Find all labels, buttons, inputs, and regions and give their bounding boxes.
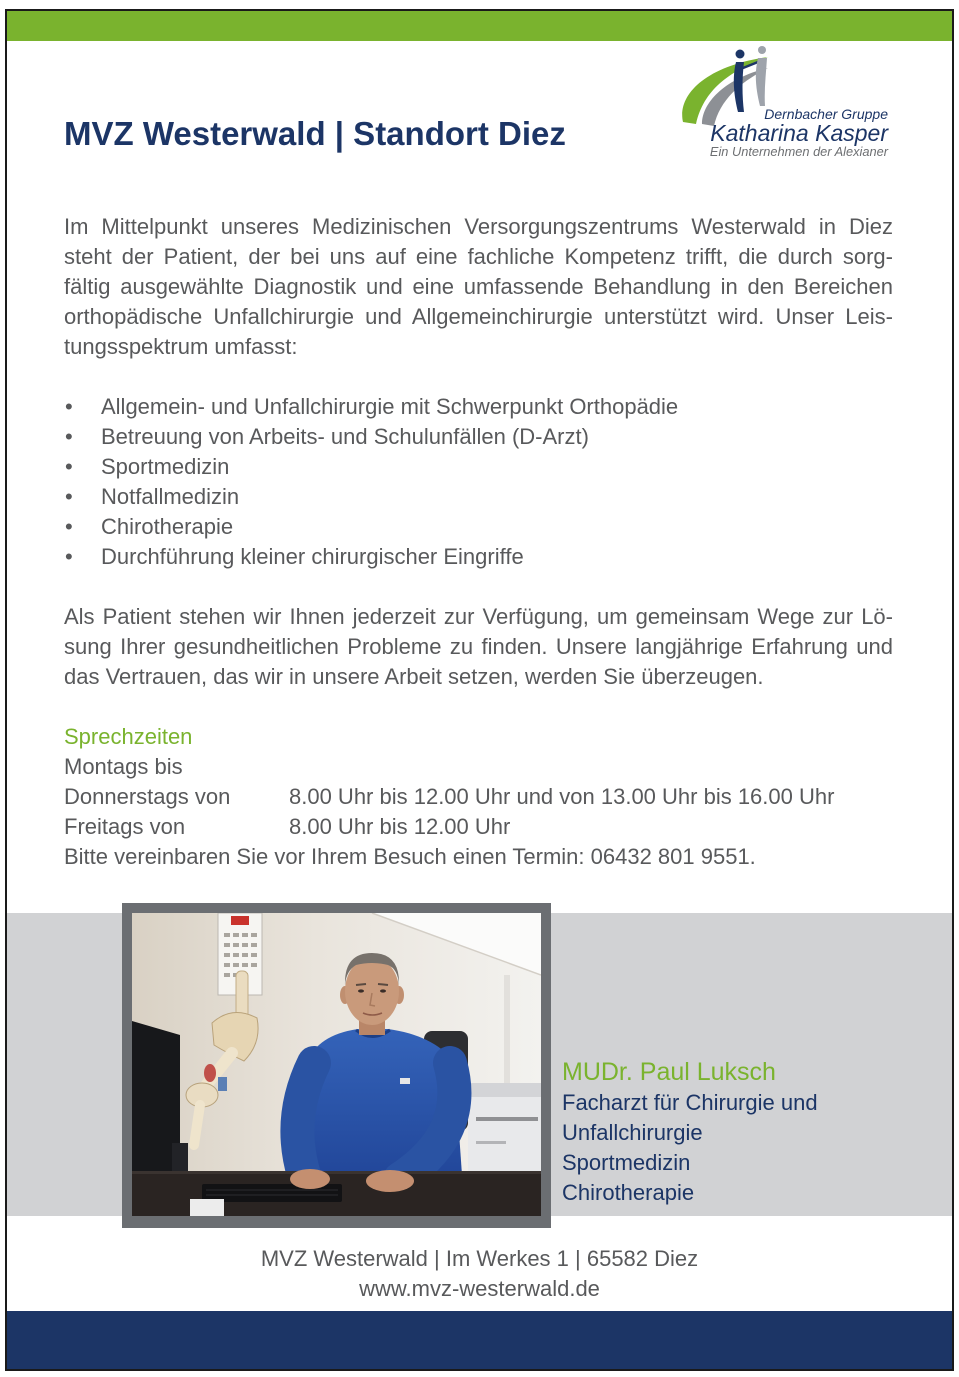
list-item: • Notfallmedizin: [64, 482, 893, 512]
appointment-note: Bitte vereinbaren Sie vor Ihrem Besuch einen Termin: 06432 801 9551.: [64, 844, 756, 869]
closing-line: das Vertrauen, das wir in unsere Arbeit setzen, werden Sie überzeugen.: [64, 664, 764, 689]
photo-door-frame: [504, 975, 510, 1085]
photo-printer: [468, 1083, 541, 1179]
bottom-navy-bar: [7, 1311, 952, 1369]
intro-line: fältig ausgewählte Diagnostik und eine umfassende Behandlung in den Bereichen: [64, 274, 893, 299]
logo-brand-name: Katharina Kasper: [710, 120, 888, 146]
footer: [7, 1244, 952, 1304]
office-hours-day: Donnerstags von: [64, 784, 231, 809]
footer-address: MVZ Westerwald | Im Werkes 1 | 65582 Diez: [260, 1246, 699, 1271]
top-green-bar: [7, 11, 952, 41]
logo-figure-body: [756, 58, 767, 106]
doctor-photo: [132, 913, 541, 1216]
photo-hand: [290, 1169, 330, 1189]
photo-paper: [190, 1199, 224, 1216]
list-item: • Sportmedizin: [64, 452, 893, 482]
office-hours-time: 8.00 Uhr bis 12.00 Uhr und von 13.00 Uhr bis 16.00 Uhr: [289, 784, 835, 809]
doctor-name: MUDr. Paul Luksch: [562, 1058, 776, 1086]
list-item: • Allgemein- und Unfallchirurgie mit Schwerpunkt Orthopädie: [64, 392, 893, 422]
office-hours: [64, 722, 893, 872]
logo-figure-head: [758, 46, 766, 54]
list-item: • Chirotherapie: [64, 512, 893, 542]
doctor-title: Sportmedizin: [562, 1150, 691, 1175]
doctor-title: Facharzt für Chirurgie und: [562, 1090, 818, 1115]
office-hours-day: Freitags von: [64, 814, 186, 839]
doctor-info: [562, 1056, 818, 1208]
logo-figure-head: [736, 50, 745, 59]
intro-line: Im Mittelpunkt unseres Medizinischen Versorgungszentrums Westerwald in Diez: [64, 214, 893, 239]
office-hours-row: [64, 782, 893, 812]
logo-tagline: Ein Unternehmen der Alexianer: [709, 144, 888, 159]
intro-line: steht der Patient, der bei uns auf eine fachliche Kompetenz trifft, die durch sorg-: [64, 244, 893, 269]
list-item: • Betreuung von Arbeits- und Schulunfällen (D-Arzt): [64, 422, 893, 452]
footer-website-link[interactable]: www.mvz-westerwald.de: [359, 1276, 600, 1301]
intro-line: orthopädische Unfallchirurgie und Allgemeinchirurgie unterstützt wird. Unser Leis-: [64, 304, 893, 329]
logo-figure-body: [734, 62, 744, 112]
closing-line: sung Ihrer gesundheitlichen Probleme zu finden. Unsere langjährige Erfahrung und: [64, 634, 893, 659]
photo-hand: [366, 1170, 414, 1192]
closing-line: Als Patient stehen wir Ihnen jederzeit zur Verfügung, um gemeinsam Wege zur Lö-: [64, 604, 893, 629]
office-hours-row: [64, 812, 893, 842]
intro-paragraph: [64, 212, 893, 362]
logo-mark-icon: [674, 44, 778, 130]
services-list: [64, 392, 893, 572]
doctor-title: Chirotherapie: [562, 1180, 695, 1205]
logo-group-name: Dernbacher Gruppe: [764, 106, 888, 122]
doctor-title: Unfallchirurgie: [562, 1120, 703, 1145]
office-hours-heading: Sprechzeiten: [64, 724, 193, 749]
office-hours-time: 8.00 Uhr bis 12.00 Uhr: [289, 814, 511, 839]
intro-line: tungsspektrum umfasst:: [64, 334, 298, 359]
office-hours-intro: Montags bis: [64, 754, 183, 779]
page-title: MVZ Westerwald | Standort Diez: [64, 115, 566, 152]
list-item: • Durchführung kleiner chirurgischer Eingriffe: [64, 542, 893, 572]
closing-paragraph: [64, 602, 893, 692]
